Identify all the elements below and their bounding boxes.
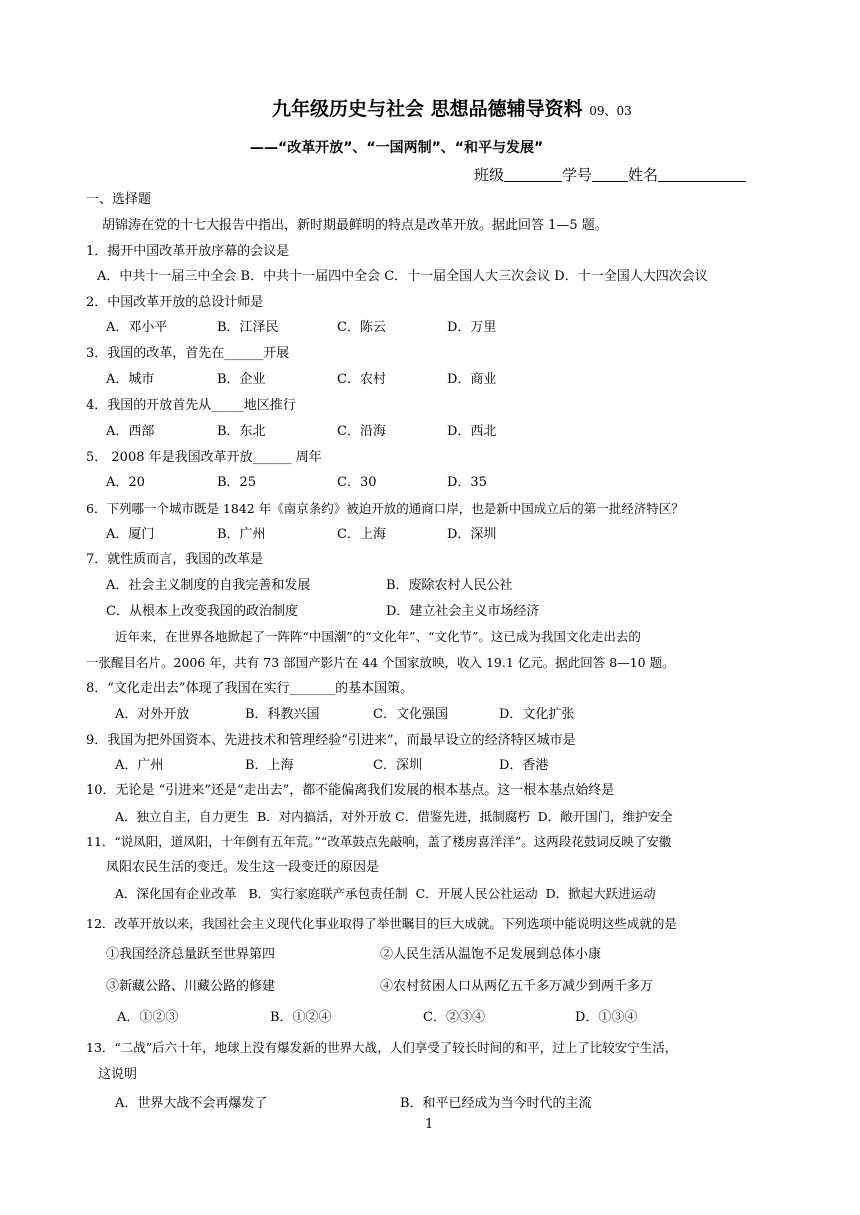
q4-option-b: B．东北	[217, 424, 266, 439]
number-label: 学号	[562, 166, 593, 184]
question-11-line1: 11．“说凤阳，道凤阳，十年倒有五年荒。”“改革鼓点先敲响，盖了楼房喜洋洋”。这两段花鼓词反映了安徽	[86, 834, 672, 849]
q3-option-c: C．农村	[337, 372, 386, 387]
page-title	[272, 94, 632, 121]
q4-option-a: A．西部	[106, 424, 155, 439]
q12-statement-2: ②人民生活从温饱不足发展到总体小康	[380, 947, 602, 962]
q4-option-c: C．沿海	[337, 424, 386, 439]
question-11-options: A．深化国有企业改革 B．实行家庭联产承包责任制 C．开展人民公社运动 D．掀起大跃进运动	[115, 886, 656, 901]
title-main: 九年级历史与社会 思想品德辅导资料	[272, 98, 583, 120]
q12-option-c: C．②③④	[423, 1010, 485, 1025]
question-12: 12．改革开放以来，我国社会主义现代化事业取得了举世瞩目的巨大成就。下列选项中能说明这些成就的是	[86, 916, 677, 931]
q9-option-a: A．广州	[115, 758, 164, 773]
question-11-line2: 凤阳农民生活的变迁。发生这一段变迁的原因是	[106, 860, 380, 875]
q9-option-b: B．上海	[245, 758, 294, 773]
intro-text-2b: 一张醒目名片。2006 年，共有 73 部国产影片在 44 个国家放映，收入 19.1 亿元。据此回答 8—10 题。	[86, 655, 675, 670]
q13-option-a: A．世界大战不会再爆发了	[115, 1096, 268, 1111]
question-7: 7．就性质而言，我国的改革是	[86, 552, 264, 567]
class-blank	[504, 167, 562, 182]
q5-option-a: A．20	[106, 475, 145, 490]
question-3: 3．我国的改革，首先在______开展	[86, 346, 290, 361]
question-1-options: A．中共十一届三中全会 B．中共十一届四中全会 C．十一届全国人大三次会议 D．十一全国人大四次会议	[97, 269, 708, 284]
q6-option-c: C．上海	[337, 527, 386, 542]
q6-option-a: A．厦门	[106, 527, 155, 542]
q3-option-a: A．城市	[106, 372, 155, 387]
question-1: 1．揭开中国改革开放序幕的会议是	[86, 244, 290, 259]
q3-option-d: D．商业	[447, 372, 497, 387]
q5-option-c: C．30	[337, 475, 377, 490]
q9-option-d: D．香港	[499, 758, 549, 773]
intro-text-1: 胡锦涛在党的十七大报告中指出，新时期最鲜明的特点是改革开放。据此回答 1—5 题。	[102, 218, 608, 233]
q7-option-a: A．社会主义制度的自我完善和发展	[106, 578, 311, 593]
question-4: 4．我国的开放首先从_____地区推行	[86, 398, 296, 413]
name-blank	[658, 167, 746, 182]
intro-text-2a: 近年来，在世界各地掀起了一阵阵“中国潮”的“文化年”、“文化节”。这已成为我国文化走出去的	[115, 629, 641, 644]
q12-option-d: D．①③④	[575, 1010, 638, 1025]
question-2: 2．中国改革开放的总设计师是	[86, 295, 264, 310]
q8-option-d: D．文化扩张	[499, 707, 575, 722]
class-label: 班级	[474, 166, 505, 184]
question-13-line2: 这说明	[98, 1067, 138, 1082]
q12-statement-1: ①我国经济总量跃至世界第四	[106, 947, 276, 962]
q5-option-b: B．25	[217, 475, 257, 490]
name-label: 姓名	[628, 166, 659, 184]
q7-option-c: C．从根本上改变我国的政治制度	[106, 604, 298, 619]
question-8: 8．“文化走出去”体现了我国在实行_______的基本国策。	[86, 681, 414, 696]
q13-option-b: B．和平已经成为当今时代的主流	[400, 1096, 592, 1111]
q8-option-c: C．文化强国	[373, 707, 448, 722]
q4-option-d: D．西北	[447, 424, 497, 439]
q3-option-b: B．企业	[217, 372, 266, 387]
q2-option-a: A．邓小平	[106, 320, 168, 335]
q12-option-a: A．①②③	[117, 1010, 179, 1025]
q12-option-b: B．①②④	[270, 1010, 332, 1025]
q8-option-b: B．科教兴国	[245, 707, 320, 722]
q5-option-d: D．35	[447, 475, 487, 490]
q8-option-a: A．对外开放	[115, 707, 190, 722]
question-10-options: A．独立自主，自力更生 B．对内搞活，对外开放 C．借鉴先进，抵制腐朽 D．敞开国门，维护安全	[115, 809, 673, 824]
q7-option-b: B．废除农村人民公社	[386, 578, 513, 593]
q12-statement-3: ③新藏公路、川藏公路的修建	[106, 979, 276, 994]
question-5: 5． 2008 年是我国改革开放______ 周年	[86, 450, 322, 465]
question-6: 6．下列哪一个城市既是 1842 年《南京条约》被迫开放的通商口岸，也是新中国成立后的第一批经济特区？	[86, 501, 684, 516]
q2-option-c: C．陈云	[337, 320, 386, 335]
title-code: 09、03	[589, 104, 632, 118]
section-heading: 一、选择题	[86, 192, 152, 207]
page-number: 1	[425, 1117, 434, 1132]
q9-option-c: C．深圳	[373, 758, 422, 773]
q12-statement-4: ④农村贫困人口从两亿五千多万减少到两千多万	[380, 979, 654, 994]
q6-option-d: D．深圳	[447, 527, 497, 542]
question-9: 9．我国为把外国资本、先进技术和管理经验“引进来”，而最早设立的经济特区城市是	[86, 733, 576, 748]
question-13-line1: 13．“二战”后六十年，地球上没有爆发新的世界大战，人们享受了较长时间的和平，过上了比较安宁生活，	[86, 1040, 678, 1055]
page-subtitle: ——“改革开放”、“一国两制”、“和平与发展”	[250, 140, 544, 156]
question-10: 10．无论是 “引进来”还是“走出去”，都不能偏离我们发展的根本基点。这一根本基点始终是	[86, 783, 615, 798]
q6-option-b: B．广州	[217, 527, 266, 542]
q7-option-d: D．建立社会主义市场经济	[386, 604, 540, 619]
q2-option-b: B．江泽民	[217, 320, 279, 335]
number-blank	[592, 167, 628, 182]
student-info	[474, 164, 746, 185]
q2-option-d: D．万里	[447, 320, 497, 335]
